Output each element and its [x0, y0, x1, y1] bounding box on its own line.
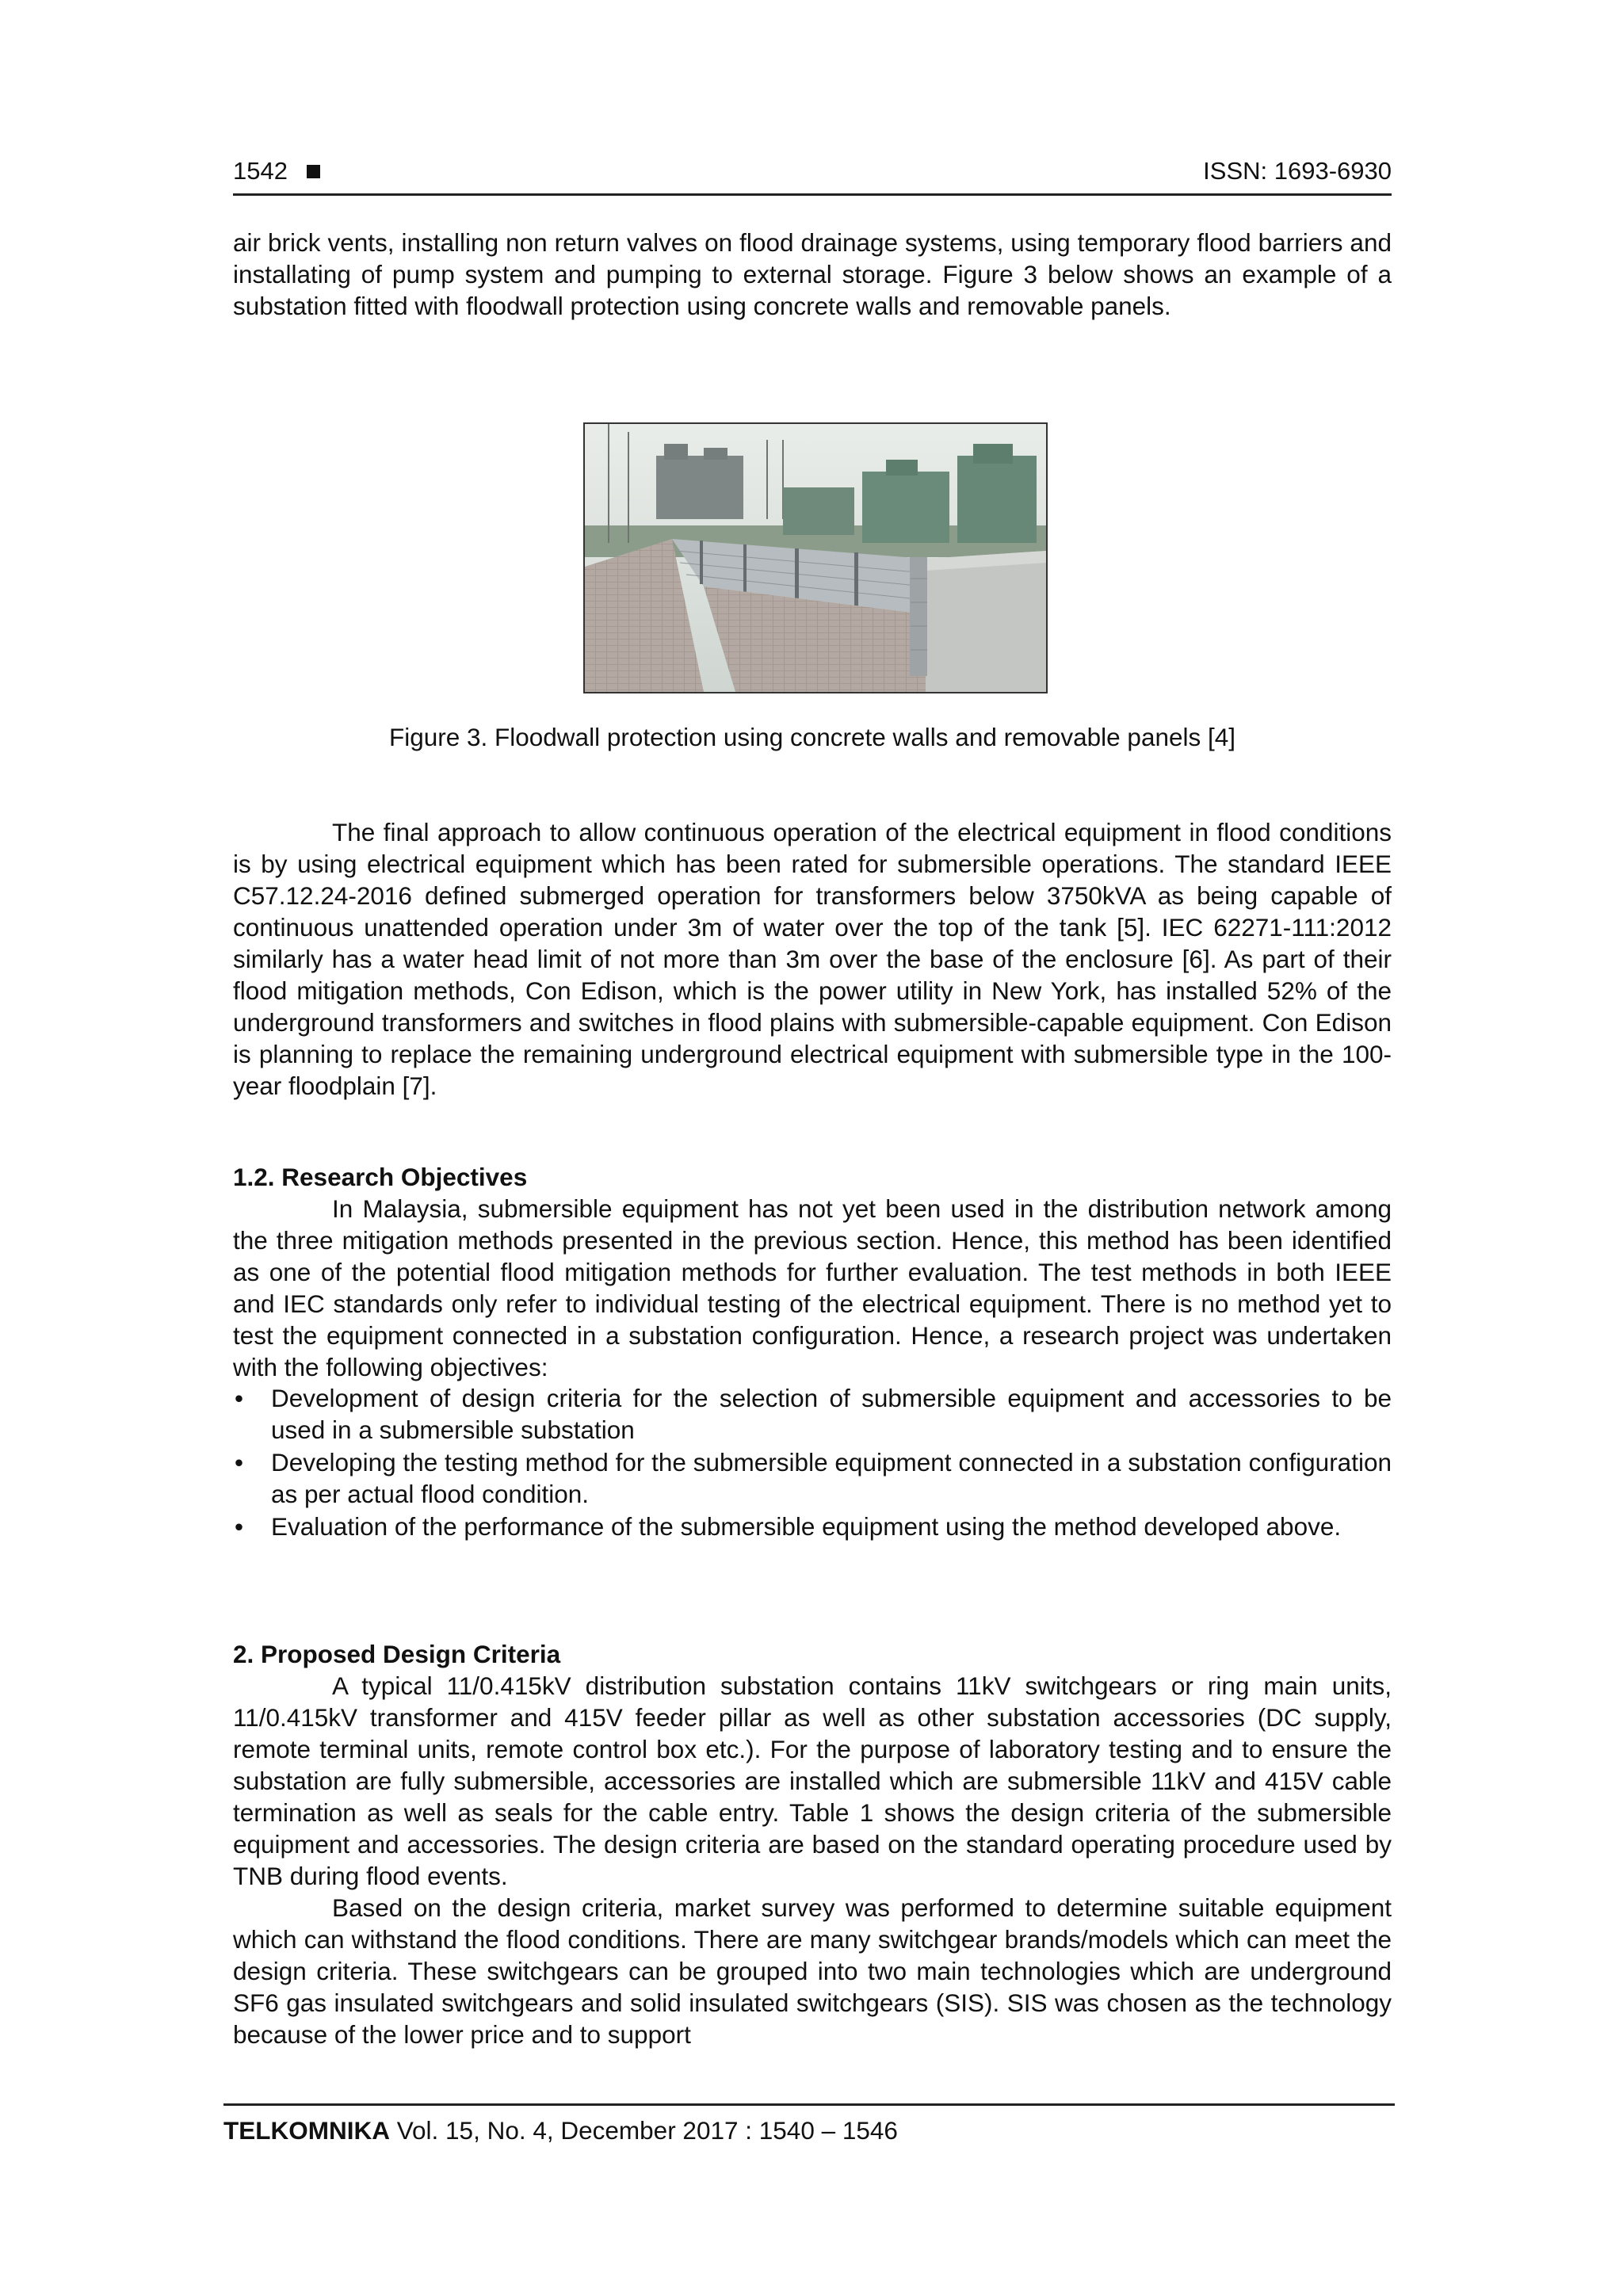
objective-text: Developing the testing method for the submersible equipment connected in a substation configuration as per actual flood condition. [271, 1448, 1392, 1508]
running-header [233, 155, 1392, 196]
issn-label: ISSN: 1693-6930 [1203, 157, 1392, 185]
market-survey-paragraph: Based on the design criteria, market survey was performed to determine suitable equipment which can withstand the flood conditions. There are many switchgear brands/models which can meet the design criteria. These switchgears can be grouped into two main technologies which are underground SF6 gas insulated switchgears and solid insulated switchgears (SIS). SIS was chosen as the technology because of the lower price and to support [233, 1893, 1392, 2049]
section-heading-proposed-design-criteria: 2. Proposed Design Criteria [233, 1640, 561, 1668]
volume-citation: Vol. 15, No. 4, December 2017 : 1540 – 1546 [396, 2116, 898, 2145]
list-item [233, 1511, 1392, 1542]
intro-paragraph: air brick vents, installing non return valves on flood drainage systems, using temporary flood barriers and installating of pump system and pumping to external storage. Figure 3 below shows an example of a substation fitted with floodwall protection using concrete walls and removable panels. [233, 228, 1392, 320]
list-item [233, 1446, 1392, 1510]
objectives-list [233, 1382, 1392, 1543]
objective-text: Development of design criteria for the selection of submersible equipment and accessories to be used in a submersible substation [271, 1384, 1392, 1444]
header-left [233, 155, 320, 187]
bullet-icon: • [235, 1448, 244, 1477]
research-objectives-paragraph: In Malaysia, submersible equipment has not yet been used in the distribution network among the three mitigation methods presented in the previous section. Hence, this method has been identified as one of the potential flood mitigation methods for further evaluation. The test methods in both IEEE and IEC standards only refer to individual testing of the electrical equipment. There is no method yet to test the equipment connected in a substation configuration. Hence, a research project was undertaken with the following objectives: [233, 1194, 1392, 1381]
final-approach-paragraph: The final approach to allow continuous operation of the electrical equipment in flood conditions is by using electrical equipment which has been rated for submersible operations. The standard IEEE C57.12.24-2016 defined submerged operation for transformers below 3750kVA as being capable of continuous unattended operation under 3m of water over the top of the tank [5]. IEC 62271-111:2012 similarly has a water head limit of not more than 3m over the base of the enclosure [6]. As part of their flood mitigation methods, Con Edison, which is the power utility in New York, has installed 52% of the underground transformers and switches in flood plains with submersible-capable equipment. Con Edison is planning to replace the remaining underground electrical equipment with submersible type in the 100-year floodplain [7]. [233, 818, 1392, 1100]
page-number: 1542 [233, 157, 288, 185]
figure-3-image [583, 422, 1048, 693]
list-item [233, 1382, 1392, 1446]
paper-page [223, 0, 1392, 2296]
bullet-icon: • [235, 1512, 244, 1541]
journal-name: TELKOMNIKA [223, 2116, 390, 2145]
floodwall-photo [585, 424, 1046, 692]
square-bullet-icon [307, 165, 320, 178]
running-footer [223, 2103, 1395, 2150]
objective-text: Evaluation of the performance of the submersible equipment using the method developed above. [271, 1512, 1342, 1541]
bullet-icon: • [235, 1384, 244, 1412]
design-criteria-paragraph: A typical 11/0.415kV distribution substation contains 11kV switchgears or ring main units, 11/0.415kV transformer and 415V feeder pillar as well as other substation accessories (DC supply, remote terminal units, remote control box etc.). For the purpose of laboratory testing and to ensure the substation are fully submersible, accessories are installed which are submersible 11kV and 415V cable termination as well as seals for the cable entry. Table 1 shows the design criteria of the submersible equipment and accessories. The design criteria are based on the standard operating procedure used by TNB during flood events. [233, 1671, 1392, 1890]
figure-3-caption: Figure 3. Floodwall protection using concrete walls and removable panels [4] [388, 723, 1236, 751]
section-heading-research-objectives: 1.2. Research Objectives [233, 1163, 528, 1191]
